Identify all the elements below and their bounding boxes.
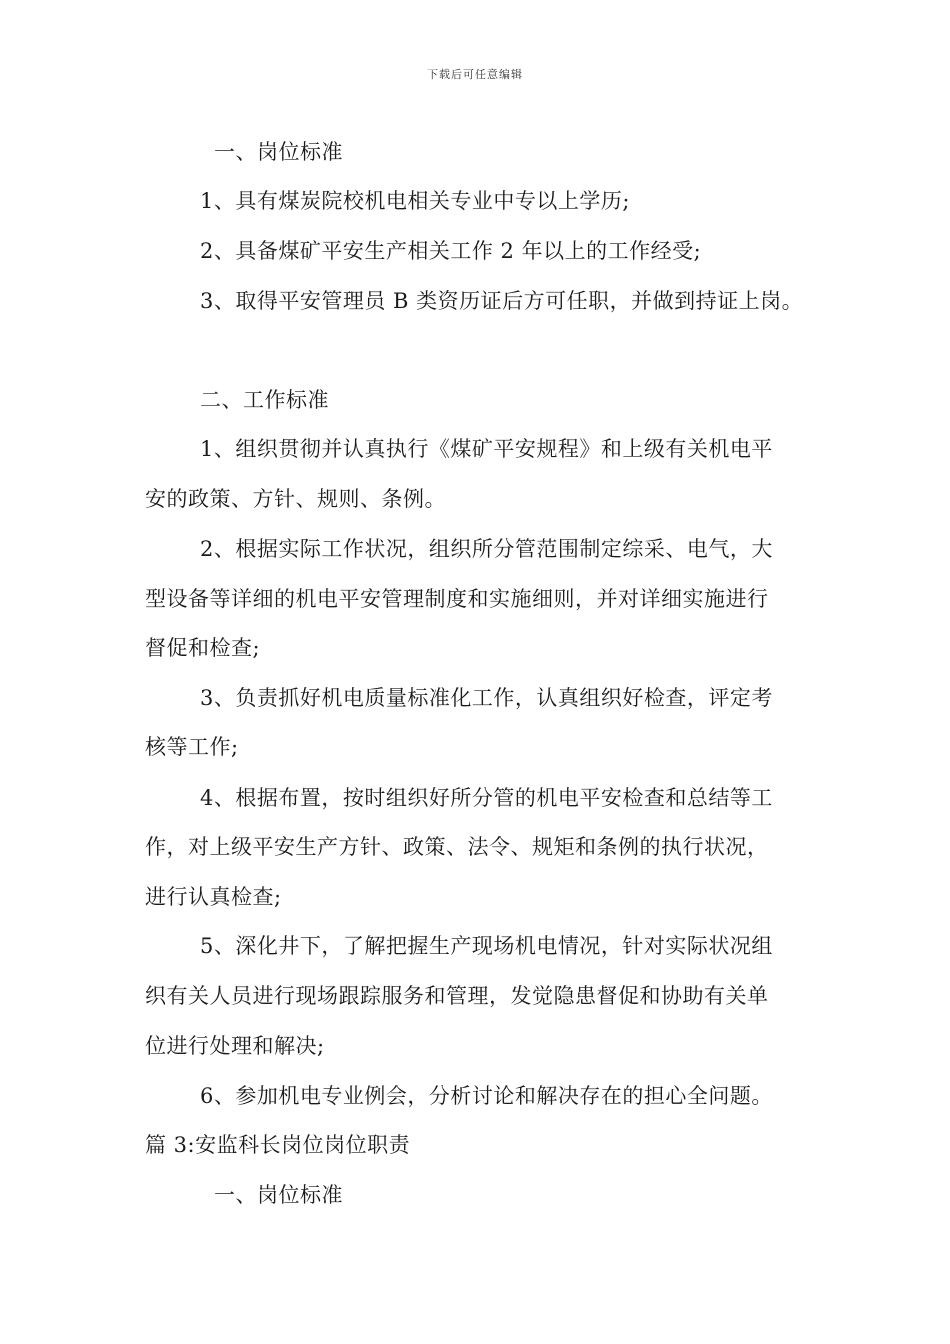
standard-item-3: 3、取得平安管理员 B 类资历证后方可任职，并做到持证上岗。 xyxy=(200,289,804,313)
work-item-2-line-3: 督促和检查; xyxy=(145,636,261,660)
standard-item-1: 1、具有煤炭院校机电相关专业中专以上学历; xyxy=(200,189,630,213)
work-item-5-line-1: 5、深化井下，了解把握生产现场机电情况，针对实际状况组 xyxy=(200,934,773,958)
work-item-5-line-2: 织有关人员进行现场跟踪服务和管理，发觉隐患督促和协助有关单 xyxy=(145,984,769,1008)
section-heading-work-standard: 二、工作标准 xyxy=(200,388,329,412)
work-item-3-line-2: 核等工作; xyxy=(145,735,239,759)
work-item-6: 6、参加机电专业例会，分析讨论和解决存在的担心全问题。 xyxy=(200,1084,773,1108)
work-item-1-line-2: 安的政策、方针、规则、条例。 xyxy=(145,487,446,511)
standard-item-2: 2、具备煤矿平安生产相关工作 2 年以上的工作经受; xyxy=(200,239,702,263)
page-header-note: 下载后可任意编辑 xyxy=(427,68,523,81)
section-heading-job-standard: 一、岗位标准 xyxy=(214,140,343,164)
work-item-2-line-2: 型设备等详细的机电平安管理制度和实施细则，并对详细实施进行 xyxy=(145,587,769,611)
chapter-title: 篇 3:安监科长岗位岗位职责 xyxy=(145,1133,411,1157)
work-item-5-line-3: 位进行处理和解决; xyxy=(145,1034,325,1058)
work-item-3-line-1: 3、负责抓好机电质量标准化工作，认真组织好检查，评定考 xyxy=(200,686,773,710)
work-item-4-line-1: 4、根据布置，按时组织好所分管的机电平安检查和总结等工 xyxy=(200,786,773,810)
work-item-1-line-1: 1、组织贯彻并认真执行《煤矿平安规程》和上级有关机电平 xyxy=(200,437,773,461)
work-item-4-line-3: 进行认真检查; xyxy=(145,885,282,909)
section-heading-job-standard-2: 一、岗位标准 xyxy=(214,1183,343,1207)
work-item-4-line-2: 作，对上级平安生产方针、政策、法令、规矩和条例的执行状况， xyxy=(145,835,769,859)
work-item-2-line-1: 2、根据实际工作状况，组织所分管范围制定综采、电气，大 xyxy=(200,537,773,561)
